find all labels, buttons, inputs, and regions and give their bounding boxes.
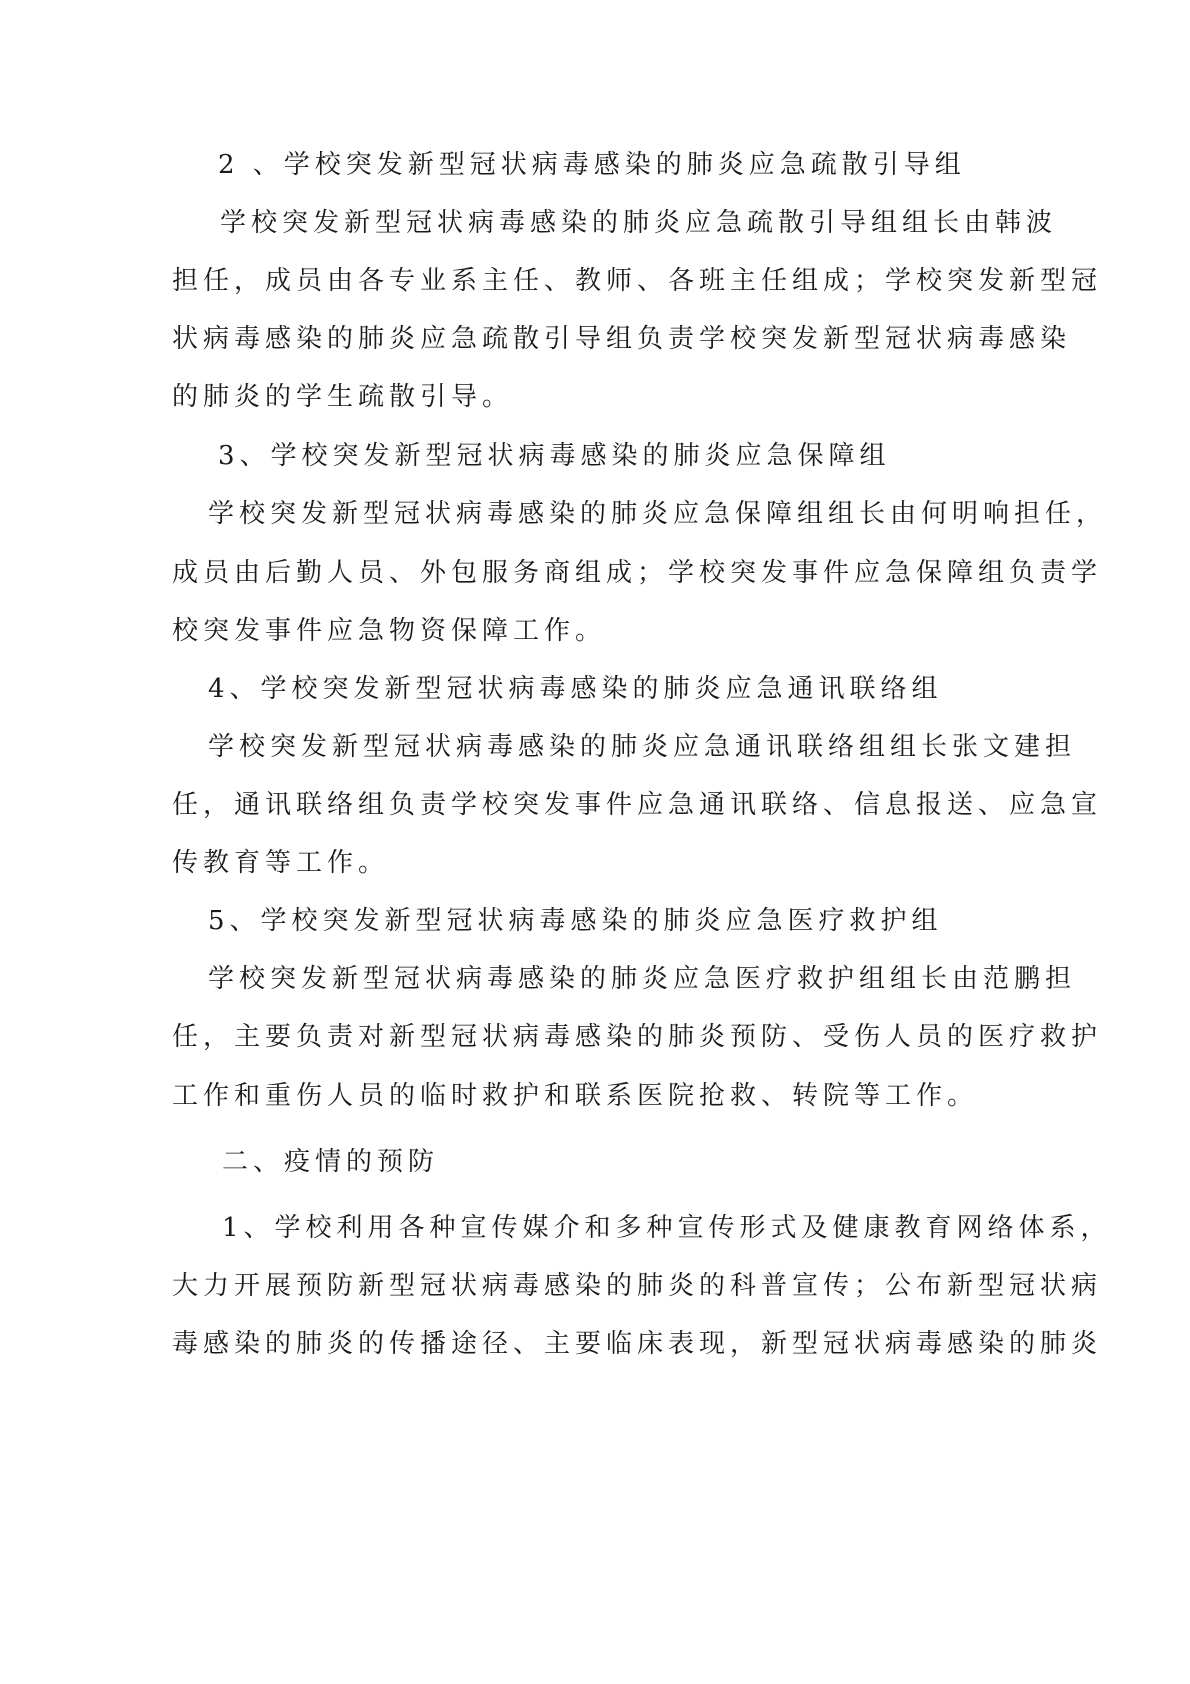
paragraph-line: 成员由后勤人员、外包服务商组成；学校突发事件应急保障组负责学 <box>172 558 1103 588</box>
paragraph-line: 1、学校利用各种宣传媒介和多种宣传形式及健康教育网络体系， <box>222 1213 1112 1243</box>
paragraph-line: 学校突发新型冠状病毒感染的肺炎应急通讯联络组组长张文建担 <box>208 732 1077 762</box>
paragraph-line: 任，通讯联络组负责学校突发事件应急通讯联络、信息报送、应急宣 <box>172 790 1103 820</box>
paragraph-line: 学校突发新型冠状病毒感染的肺炎应急医疗救护组组长由范鹏担 <box>208 964 1077 994</box>
section-heading-medical: 5、学校突发新型冠状病毒感染的肺炎应急医疗救护组 <box>208 906 943 936</box>
paragraph-line: 传教育等工作。 <box>172 848 390 878</box>
section-heading-communication: 4、学校突发新型冠状病毒感染的肺炎应急通讯联络组 <box>208 674 943 704</box>
paragraph-line: 学校突发新型冠状病毒感染的肺炎应急保障组组长由何明响担任， <box>208 499 1108 529</box>
paragraph-line: 工作和重伤人员的临时救护和联系医院抢救、转院等工作。 <box>172 1081 979 1111</box>
section-heading-prevention: 二、疫情的预防 <box>222 1147 440 1177</box>
paragraph-line: 学校突发新型冠状病毒感染的肺炎应急疏散引导组组长由韩波 <box>220 208 1058 238</box>
paragraph-line: 任，主要负责对新型冠状病毒感染的肺炎预防、受伤人员的医疗救护 <box>172 1022 1103 1052</box>
paragraph-line: 校突发事件应急物资保障工作。 <box>172 616 607 646</box>
paragraph-line: 大力开展预防新型冠状病毒感染的肺炎的科普宣传；公布新型冠状病 <box>172 1271 1103 1301</box>
paragraph-line: 毒感染的肺炎的传播途径、主要临床表现，新型冠状病毒感染的肺炎 <box>172 1329 1103 1359</box>
section-heading-evacuation: 2 、学校突发新型冠状病毒感染的肺炎应急疏散引导组 <box>218 150 966 180</box>
paragraph-line: 担任，成员由各专业系主任、教师、各班主任组成；学校突发新型冠 <box>172 266 1103 296</box>
paragraph-line: 的肺炎的学生疏散引导。 <box>172 382 514 412</box>
paragraph-line: 状病毒感染的肺炎应急疏散引导组负责学校突发新型冠状病毒感染 <box>172 324 1072 354</box>
section-heading-support: 3、学校突发新型冠状病毒感染的肺炎应急保障组 <box>218 441 891 471</box>
